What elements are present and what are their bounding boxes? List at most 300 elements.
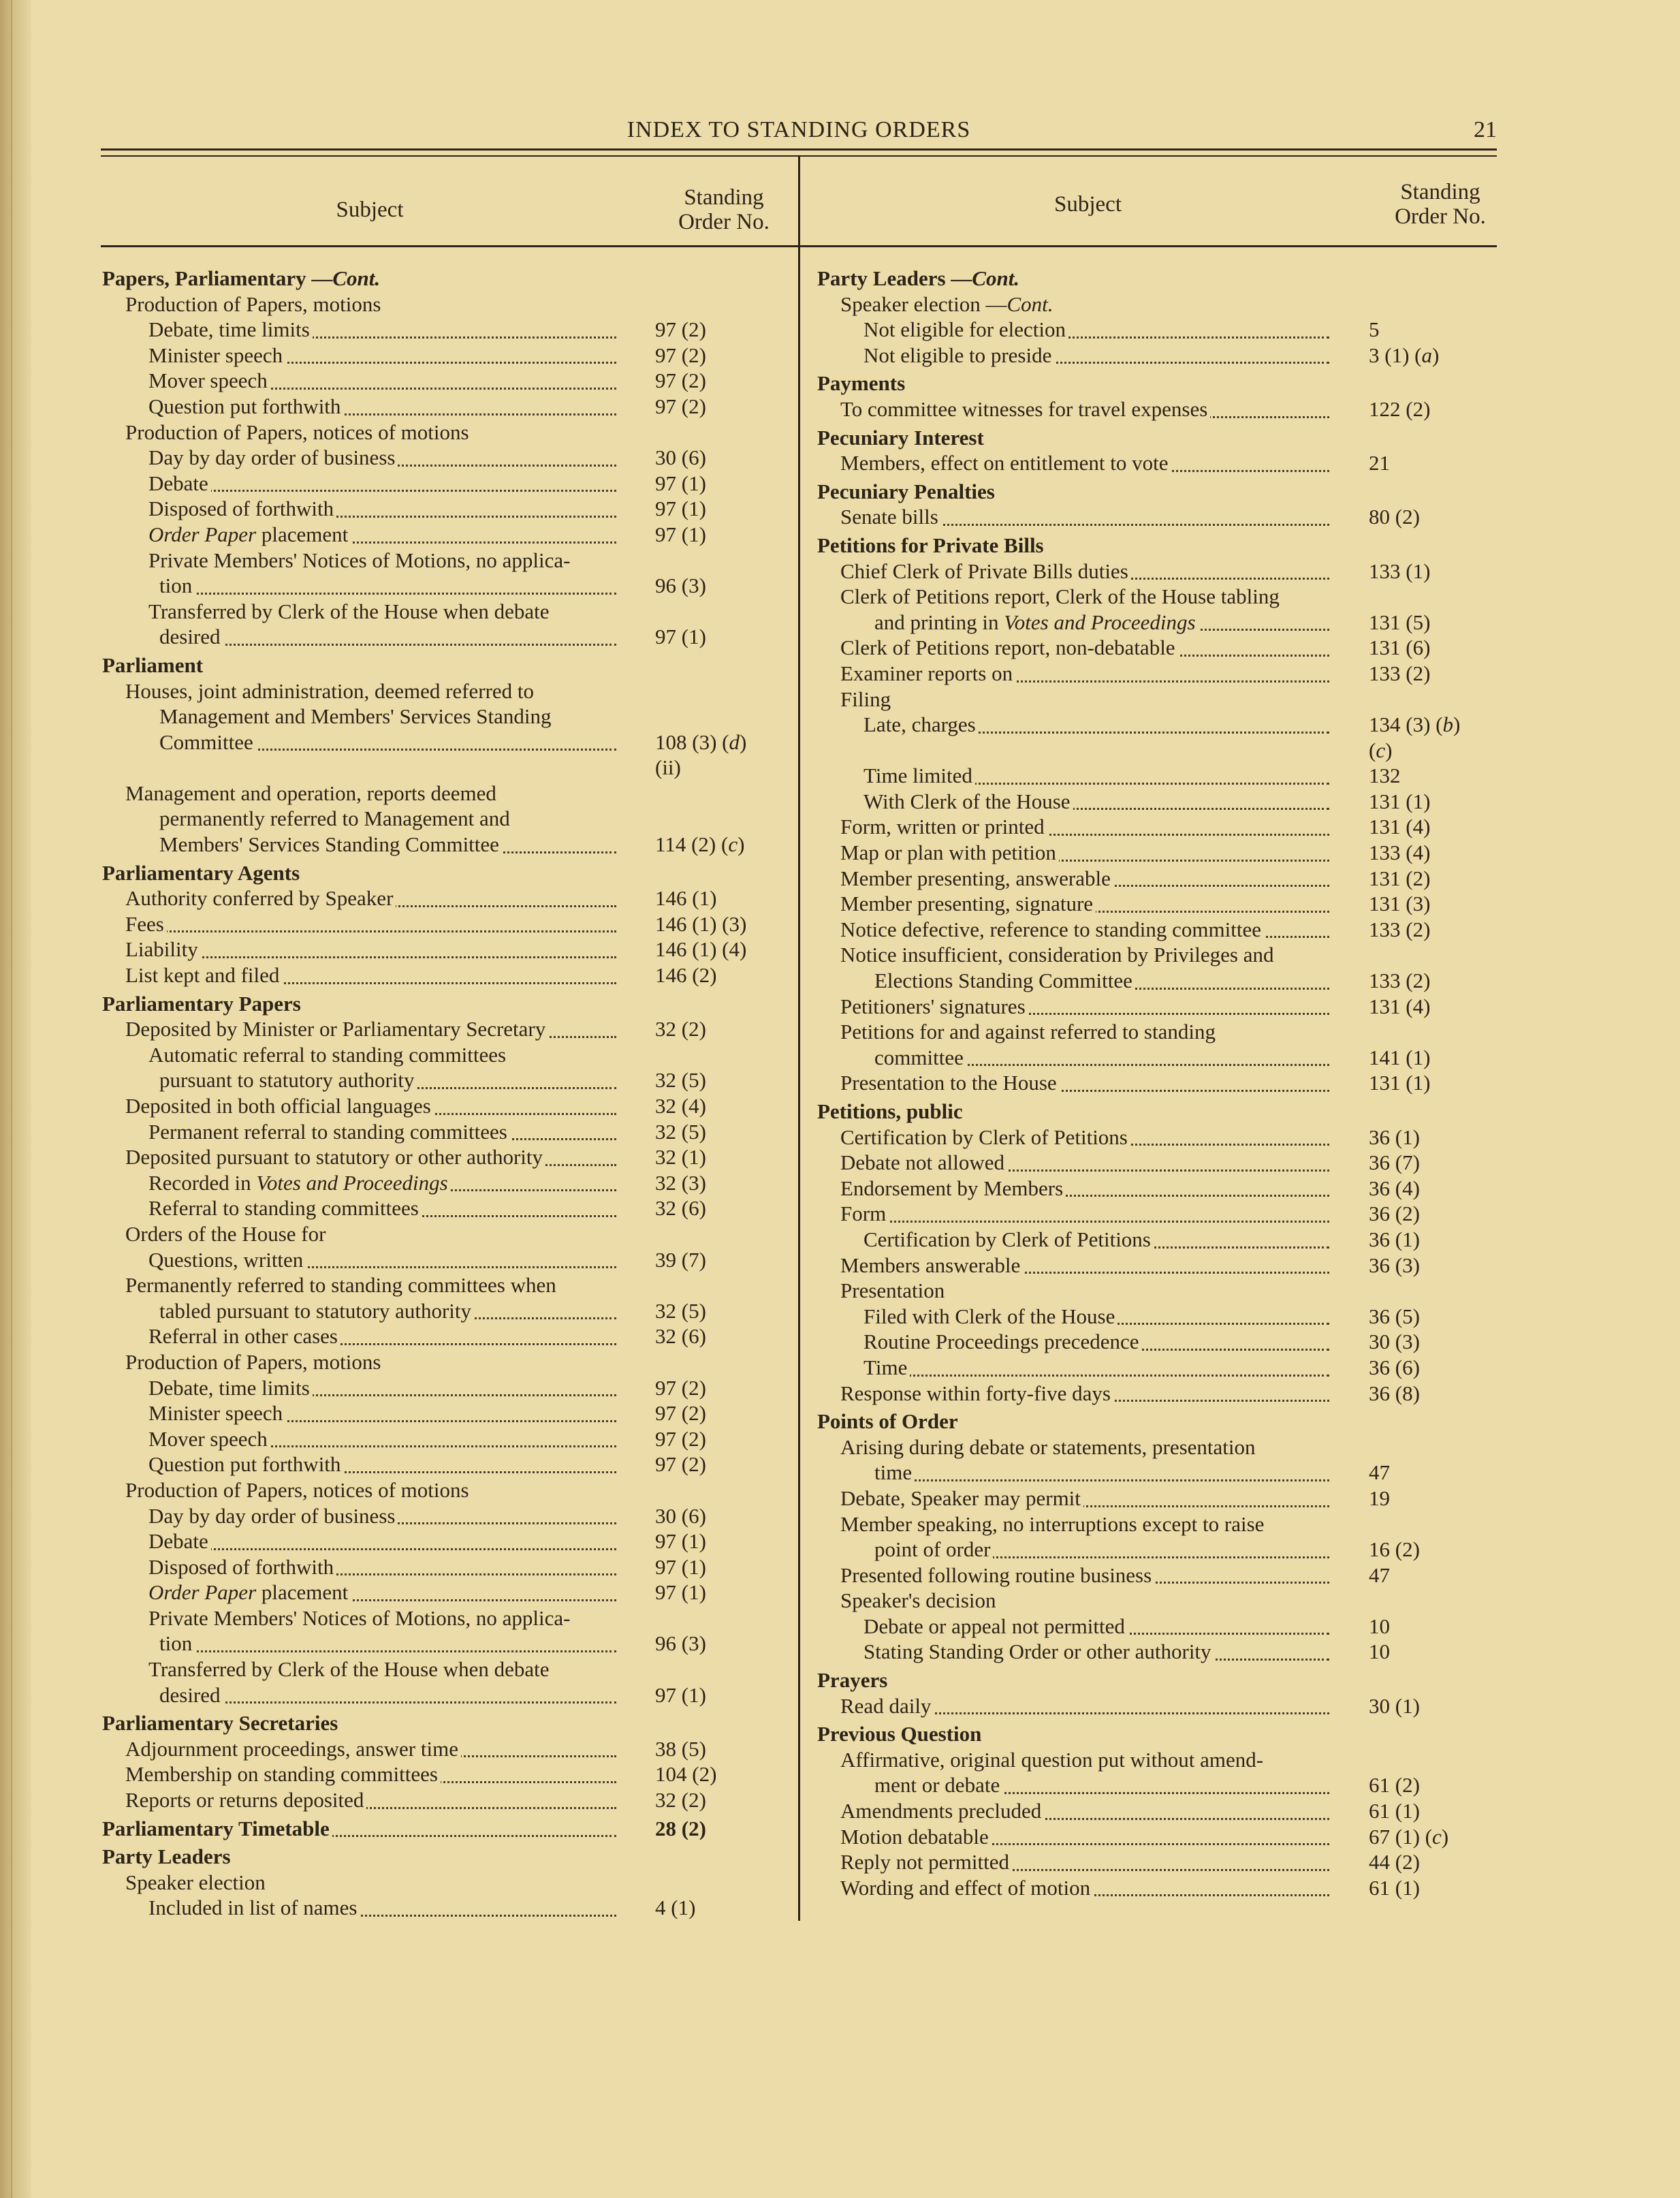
entry-subject: Authority conferred by Speaker (125, 886, 396, 910)
index-entry (102, 1605, 776, 1631)
index-heading (817, 371, 1498, 396)
entry-subject: committee (874, 1046, 966, 1069)
index-entry (817, 968, 1498, 994)
index-entry (817, 1434, 1498, 1460)
index-entry (817, 1693, 1498, 1719)
standing-order-number: 61 (1) (1369, 1875, 1420, 1900)
index-entry (102, 1067, 776, 1093)
standing-order-number: 80 (2) (1369, 505, 1420, 529)
standing-order-number: 47 (1369, 1563, 1390, 1587)
index-entry (817, 1639, 1498, 1665)
standing-order-number: 36 (4) (1369, 1176, 1420, 1200)
index-entry (102, 937, 776, 962)
entry-subject: Day by day order of business (148, 445, 398, 469)
index-entry (817, 1201, 1498, 1227)
dot-leader (874, 1479, 1329, 1481)
entry-subject: Presentation (840, 1278, 945, 1303)
dot-leader (159, 1650, 616, 1652)
index-heading (817, 1099, 1498, 1125)
entry-subject: Response within forty-five days (840, 1381, 1113, 1405)
entry-subject: Adjournment proceedings, answer time (125, 1737, 461, 1761)
standing-order-number: 133 (2) (1369, 969, 1431, 993)
standing-order-number: 10 (1369, 1639, 1390, 1664)
entry-subject: Members' Services Standing Committee (159, 832, 502, 856)
entry-subject: Arising during debate or statements, presentation (840, 1434, 1256, 1459)
entry-subject: Parliamentary Papers (102, 991, 301, 1016)
entry-subject: Presented following routine business (840, 1563, 1154, 1587)
entry-subject: Papers, Parliamentary —Cont. (102, 266, 381, 290)
entry-subject: Disposed of forthwith (148, 1555, 336, 1579)
index-heading (102, 1710, 776, 1736)
entry-subject: Debate not allowed (840, 1150, 1007, 1174)
standing-order-number: 131 (4) (1369, 994, 1431, 1018)
index-entry (817, 504, 1498, 530)
index-entry (817, 891, 1498, 917)
standing-order-number: 19 (1369, 1486, 1390, 1510)
index-entry (102, 1631, 776, 1657)
dot-leader (159, 593, 616, 595)
index-entry (102, 1221, 776, 1247)
index-heading (102, 266, 776, 292)
dot-leader (863, 1375, 1329, 1377)
index-heading (817, 425, 1498, 451)
entry-subject (874, 738, 883, 762)
index-entry (102, 885, 776, 911)
page-header (101, 117, 1497, 151)
standing-order-number: 21 (1369, 451, 1390, 475)
index-entry (102, 368, 776, 394)
index-entry (102, 317, 776, 343)
index-entry (102, 1451, 776, 1477)
index-entry (817, 661, 1498, 687)
index-entry (817, 1511, 1498, 1537)
index-entry (102, 343, 776, 368)
index-heading (102, 1844, 776, 1870)
standing-order-number: 32 (5) (655, 1298, 706, 1323)
index-entry (817, 1614, 1498, 1639)
index-entry (817, 1563, 1498, 1588)
entry-subject: Parliamentary Timetable (102, 1817, 332, 1840)
entry-subject: Question put forthwith (148, 394, 343, 418)
standing-order-number: 32 (2) (655, 1788, 706, 1812)
entry-subject: Motion debatable (840, 1825, 992, 1849)
standing-order-number: 32 (6) (655, 1196, 706, 1221)
index-entry (102, 1657, 776, 1682)
entry-subject: Deposited pursuant to statutory or other authority (125, 1145, 545, 1169)
index-entry (817, 1381, 1498, 1407)
standing-order-number: 32 (2) (655, 1017, 706, 1041)
index-entry (102, 806, 776, 832)
standing-order-number: 97 (1) (655, 471, 706, 495)
entry-subject: Disposed of forthwith (148, 497, 336, 520)
entry-subject: Senate bills (840, 505, 941, 529)
entry-subject: Member presenting, signature (840, 892, 1096, 915)
entry-subject: To committee witnesses for travel expenses (840, 397, 1210, 421)
index-entry (817, 917, 1498, 943)
index-entry (102, 678, 776, 704)
entry-subject: Referral in other cases (148, 1324, 340, 1348)
entry-subject: Permanent referral to standing committees (148, 1120, 510, 1144)
index-entry (102, 599, 776, 625)
entry-subject: Parliamentary Agents (102, 860, 300, 885)
standing-order-number: 28 (2) (655, 1816, 706, 1840)
entry-subject: Reports or returns deposited (125, 1788, 366, 1812)
entry-subject: Filing (840, 687, 891, 711)
entry-subject: Elections Standing Committee (874, 969, 1135, 992)
index-entry (102, 1503, 776, 1529)
entry-subject: Orders of the House for (125, 1221, 326, 1246)
standing-order-number: 32 (1) (655, 1145, 706, 1169)
dot-leader (840, 1221, 1329, 1223)
entry-subject: Endorsement by Members (840, 1176, 1066, 1200)
left-column-header (101, 163, 795, 244)
index-entry (817, 814, 1498, 840)
index-entry (817, 1798, 1498, 1824)
index-entry (817, 1849, 1498, 1875)
entry-subject: Minister speech (148, 343, 285, 367)
standing-order-number: 146 (1) (3) (655, 911, 747, 936)
entry-subject: Notice defective, reference to standing committee (840, 917, 1264, 941)
standing-order-number: 97 (2) (655, 317, 706, 342)
entry-subject: Not eligible to preside (863, 343, 1054, 367)
page-title: INDEX TO STANDING ORDERS (627, 117, 971, 142)
standing-order-number: 134 (3) (b) (1369, 712, 1461, 737)
standing-order-number: 32 (5) (655, 1119, 706, 1144)
index-entry (102, 624, 776, 650)
standing-order-number: 146 (1) (4) (655, 937, 747, 962)
index-entry (102, 292, 776, 317)
standing-order-number: 5 (1369, 317, 1380, 342)
standing-order-number: (ii) (655, 755, 681, 780)
index-entry (817, 1070, 1498, 1096)
index-entry (817, 1588, 1498, 1614)
entry-subject: desired (159, 1683, 223, 1707)
index-heading (817, 266, 1498, 292)
standing-order-number: 133 (1) (1369, 559, 1431, 583)
entry-subject: Fees (125, 912, 167, 936)
standing-order-number: 131 (2) (1369, 866, 1431, 890)
entry-subject: Day by day order of business (148, 1504, 398, 1528)
index-entry (102, 832, 776, 858)
entry-subject: Payments (817, 371, 906, 396)
entry-subject: Petitions for Private Bills (817, 533, 1044, 557)
index-entry (102, 1042, 776, 1068)
index-entry (817, 994, 1498, 1020)
entry-subject: Debate, time limits (148, 1376, 313, 1400)
standing-order-number: 36 (3) (1369, 1253, 1420, 1277)
standing-order-number: 131 (1) (1369, 1071, 1431, 1095)
index-entry (102, 1144, 776, 1170)
index-entry (817, 840, 1498, 866)
entry-subject: desired (159, 625, 223, 648)
entry-subject: pursuant to statutory authority (159, 1068, 417, 1092)
entry-subject: and printing in Votes and Proceedings (874, 610, 1199, 634)
entry-subject: Points of Order (817, 1409, 958, 1434)
standing-order-number: 36 (2) (1369, 1202, 1420, 1226)
index-entry (817, 559, 1498, 584)
entry-subject: Members answerable (840, 1253, 1023, 1277)
entry-subject: Question put forthwith (148, 1452, 343, 1476)
standing-order-number: 97 (1) (655, 497, 706, 521)
entry-subject: Management and Members' Services Standing (159, 704, 552, 729)
entry-subject: Debate (148, 471, 211, 495)
entry-subject: Previous Question (817, 1722, 982, 1746)
standing-order-number: 3 (1) (a) (1369, 343, 1440, 367)
standing-order-number: 4 (1) (655, 1896, 696, 1920)
entry-subject: point of order (874, 1537, 993, 1561)
standing-order-number: 32 (5) (655, 1068, 706, 1093)
index-heading (817, 533, 1498, 559)
standing-order-number: 97 (2) (655, 343, 706, 367)
entry-subject: Member speaking, no interruptions except to raise (840, 1511, 1265, 1536)
standing-order-number: 114 (2) (c) (655, 832, 745, 857)
standing-order-number: 122 (2) (1369, 396, 1431, 421)
index-entry (102, 729, 776, 755)
subject-heading: Subject (1054, 192, 1122, 217)
entry-subject: Speaker election (125, 1870, 266, 1894)
entry-subject: Amendments precluded (840, 1799, 1044, 1823)
entry-subject: ment or debate (874, 1773, 1002, 1797)
entry-subject: Time limited (863, 764, 975, 787)
entry-subject: Production of Papers, motions (125, 292, 381, 316)
dot-leader (159, 1701, 616, 1704)
index-entry (817, 343, 1498, 368)
standing-order-number: 97 (1) (655, 1554, 706, 1579)
index-entry (102, 1580, 776, 1605)
index-entry (817, 1045, 1498, 1071)
entry-subject: Chief Clerk of Private Bills duties (840, 559, 1131, 583)
index-entry (102, 420, 776, 445)
index-entry (102, 1736, 776, 1762)
index-entry (102, 496, 776, 522)
index-entry (102, 962, 776, 988)
standing-order-number: 16 (2) (1369, 1537, 1420, 1562)
index-entry (817, 1824, 1498, 1850)
index-entry (102, 1787, 776, 1813)
index-entry (102, 1477, 776, 1503)
entry-subject: tion (159, 1631, 195, 1655)
index-heading (102, 1816, 776, 1842)
entry-subject: tion (159, 574, 195, 597)
index-entry (817, 1253, 1498, 1278)
entry-subject: Party Leaders —Cont. (817, 266, 1020, 290)
entry-subject: Wording and effect of motion (840, 1876, 1093, 1900)
subject-heading: Subject (336, 198, 404, 222)
standing-order-number: 36 (1) (1369, 1227, 1420, 1251)
standing-order-number: 30 (3) (1369, 1330, 1420, 1354)
index-entry (817, 942, 1498, 968)
index-entry (817, 1125, 1498, 1150)
index-entry (102, 573, 776, 599)
index-entry (102, 1761, 776, 1787)
index-heading (817, 1721, 1498, 1747)
index-entry (817, 292, 1498, 317)
index-entry (102, 522, 776, 548)
standing-order-number: 132 (1369, 764, 1401, 788)
index-entry (817, 789, 1498, 815)
standing-order-number: 133 (2) (1369, 661, 1431, 685)
entry-subject: Speaker's decision (840, 1588, 996, 1613)
entry-subject: List kept and filed (125, 963, 282, 987)
page-number: 21 (1474, 117, 1497, 142)
standing-order-number: 36 (6) (1369, 1355, 1420, 1379)
standing-order-number: 97 (1) (655, 522, 706, 546)
entry-subject: Liability (125, 937, 201, 961)
index-entry (102, 1426, 776, 1452)
index-entry (817, 1278, 1498, 1304)
index-entry (817, 1355, 1498, 1381)
standing-order-number: 61 (2) (1369, 1773, 1420, 1797)
entry-subject: Membership on standing committees (125, 1762, 441, 1786)
standing-order-number: 61 (1) (1369, 1799, 1420, 1823)
index-entry (817, 1537, 1498, 1563)
standing-order-number: 30 (6) (655, 445, 706, 470)
standing-order-number: 36 (8) (1369, 1381, 1420, 1405)
entry-subject: Transferred by Clerk of the House when debate (148, 1657, 550, 1682)
index-entry (102, 781, 776, 806)
entry-subject: Questions, written (148, 1248, 306, 1272)
index-entry (817, 1486, 1498, 1511)
entry-subject: Clerk of Petitions report, Clerk of the House tabling (840, 584, 1280, 609)
standing-order-number: 39 (7) (655, 1247, 706, 1272)
left-index-column (102, 266, 776, 1921)
entry-subject: Minister speech (148, 1401, 285, 1425)
index-entry (102, 704, 776, 729)
entry-subject: time (874, 1460, 915, 1484)
entry-subject: Prayers (817, 1668, 888, 1693)
standing-order-number: 97 (2) (655, 1375, 706, 1400)
index-entry (102, 1298, 776, 1324)
entry-subject: Map or plan with petition (840, 841, 1059, 864)
entry-subject: Petitions for and against referred to standing (840, 1020, 1216, 1044)
standing-order-number: 36 (7) (1369, 1150, 1420, 1175)
index-entry (102, 911, 776, 937)
standing-order-number: 97 (1) (655, 1580, 706, 1605)
standing-order-number: 97 (2) (655, 368, 706, 393)
index-entry (817, 1019, 1498, 1045)
index-entry (817, 1304, 1498, 1330)
index-entry (817, 763, 1498, 789)
index-entry (102, 1400, 776, 1426)
index-heading (817, 1667, 1498, 1693)
right-index-column (817, 266, 1498, 1900)
index-heading (817, 1409, 1498, 1434)
column-divider (798, 157, 800, 1921)
index-entry (102, 755, 776, 781)
entry-subject: Referral to standing committees (148, 1196, 422, 1220)
header-rule-thick (101, 148, 1497, 151)
standing-order-number: 146 (2) (655, 963, 717, 988)
index-entry (817, 712, 1498, 738)
entry-subject: Production of Papers, notices of motions (125, 1477, 469, 1502)
standing-order-heading: Standing Order No. (1395, 180, 1486, 229)
standing-order-number: 30 (6) (655, 1503, 706, 1528)
standing-order-number: 97 (1) (655, 1529, 706, 1554)
standing-order-number: 97 (2) (655, 1401, 706, 1426)
entry-subject (159, 755, 168, 779)
standing-order-number: 97 (2) (655, 394, 706, 418)
entry-subject: Deposited in both official languages (125, 1094, 434, 1118)
entry-subject: Included in list of names (148, 1896, 360, 1919)
index-entry (817, 450, 1498, 476)
entry-subject: With Clerk of the House (863, 789, 1073, 813)
index-entry (102, 1195, 776, 1221)
standing-order-number: 146 (1) (655, 886, 717, 911)
standing-order-number: 10 (1369, 1614, 1390, 1638)
index-entry (817, 1747, 1498, 1773)
entry-subject: Deposited by Minister or Parliamentary Secretary (125, 1017, 548, 1041)
entry-subject: tabled pursuant to statutory authority (159, 1299, 474, 1323)
entry-subject: Filed with Clerk of the House (863, 1304, 1118, 1328)
standing-order-number: 97 (1) (655, 625, 706, 649)
entry-subject: Pecuniary Penalties (817, 479, 995, 503)
entry-subject: Order Paper placement (148, 1580, 351, 1604)
entry-subject: Pecuniary Interest (817, 425, 984, 450)
entry-subject: Time (863, 1355, 910, 1379)
standing-order-number: 131 (6) (1369, 635, 1431, 660)
index-entry (817, 738, 1498, 764)
entry-subject: Clerk of Petitions report, non-debatable (840, 635, 1178, 659)
index-entry (102, 548, 776, 574)
entry-subject: Routine Proceedings precedence (863, 1330, 1142, 1353)
entry-subject: Debate or appeal not permitted (863, 1614, 1128, 1638)
entry-subject: Notice insufficient, consideration by Privileges and (840, 943, 1274, 967)
index-entry (102, 1272, 776, 1298)
entry-subject: Members, effect on entitlement to vote (840, 451, 1171, 475)
entry-subject: Production of Papers, notices of motions (125, 420, 469, 444)
dot-leader (148, 1548, 616, 1550)
entry-subject: Not eligible for election (863, 317, 1068, 341)
entry-subject: Debate (148, 1529, 211, 1553)
index-entry (817, 687, 1498, 712)
entry-subject: Debate, time limits (148, 317, 313, 341)
index-entry (817, 317, 1498, 343)
index-entry (102, 1895, 776, 1921)
standing-order-number: 32 (3) (655, 1170, 706, 1195)
entry-subject: permanently referred to Management and (159, 806, 510, 831)
index-entry (102, 471, 776, 497)
entry-subject: Examiner reports on (840, 661, 1015, 685)
entry-subject: Automatic referral to standing committees (148, 1042, 507, 1067)
standing-order-number: 104 (2) (655, 1762, 717, 1787)
standing-order-number: 97 (2) (655, 1426, 706, 1451)
index-entry (102, 1016, 776, 1042)
index-entry (817, 1329, 1498, 1355)
index-entry (102, 1119, 776, 1145)
entry-subject: Stating Standing Order or other authority (863, 1639, 1214, 1663)
index-heading (102, 653, 776, 678)
index-entry (817, 1150, 1498, 1176)
entry-subject: Private Members' Notices of Motions, no applica- (148, 1605, 571, 1630)
index-entry (817, 1460, 1498, 1486)
entry-subject: Presentation to the House (840, 1071, 1060, 1095)
index-entry (102, 1375, 776, 1401)
standing-order-number: 36 (1) (1369, 1125, 1420, 1149)
entry-subject: Form (840, 1202, 889, 1225)
index-heading (102, 991, 776, 1017)
entry-subject: Petitions, public (817, 1099, 963, 1123)
entry-subject: Form, written or printed (840, 815, 1047, 838)
entry-subject: Houses, joint administration, deemed referred to (125, 678, 535, 703)
standing-order-number: 47 (1369, 1460, 1390, 1485)
index-entry (102, 1247, 776, 1273)
standing-order-number: 96 (3) (655, 574, 706, 598)
index-entry (102, 1323, 776, 1349)
standing-order-number: 44 (2) (1369, 1850, 1420, 1874)
index-heading (817, 479, 1498, 505)
standing-order-number: 131 (1) (1369, 789, 1431, 813)
standing-order-number: 131 (5) (1369, 610, 1431, 634)
